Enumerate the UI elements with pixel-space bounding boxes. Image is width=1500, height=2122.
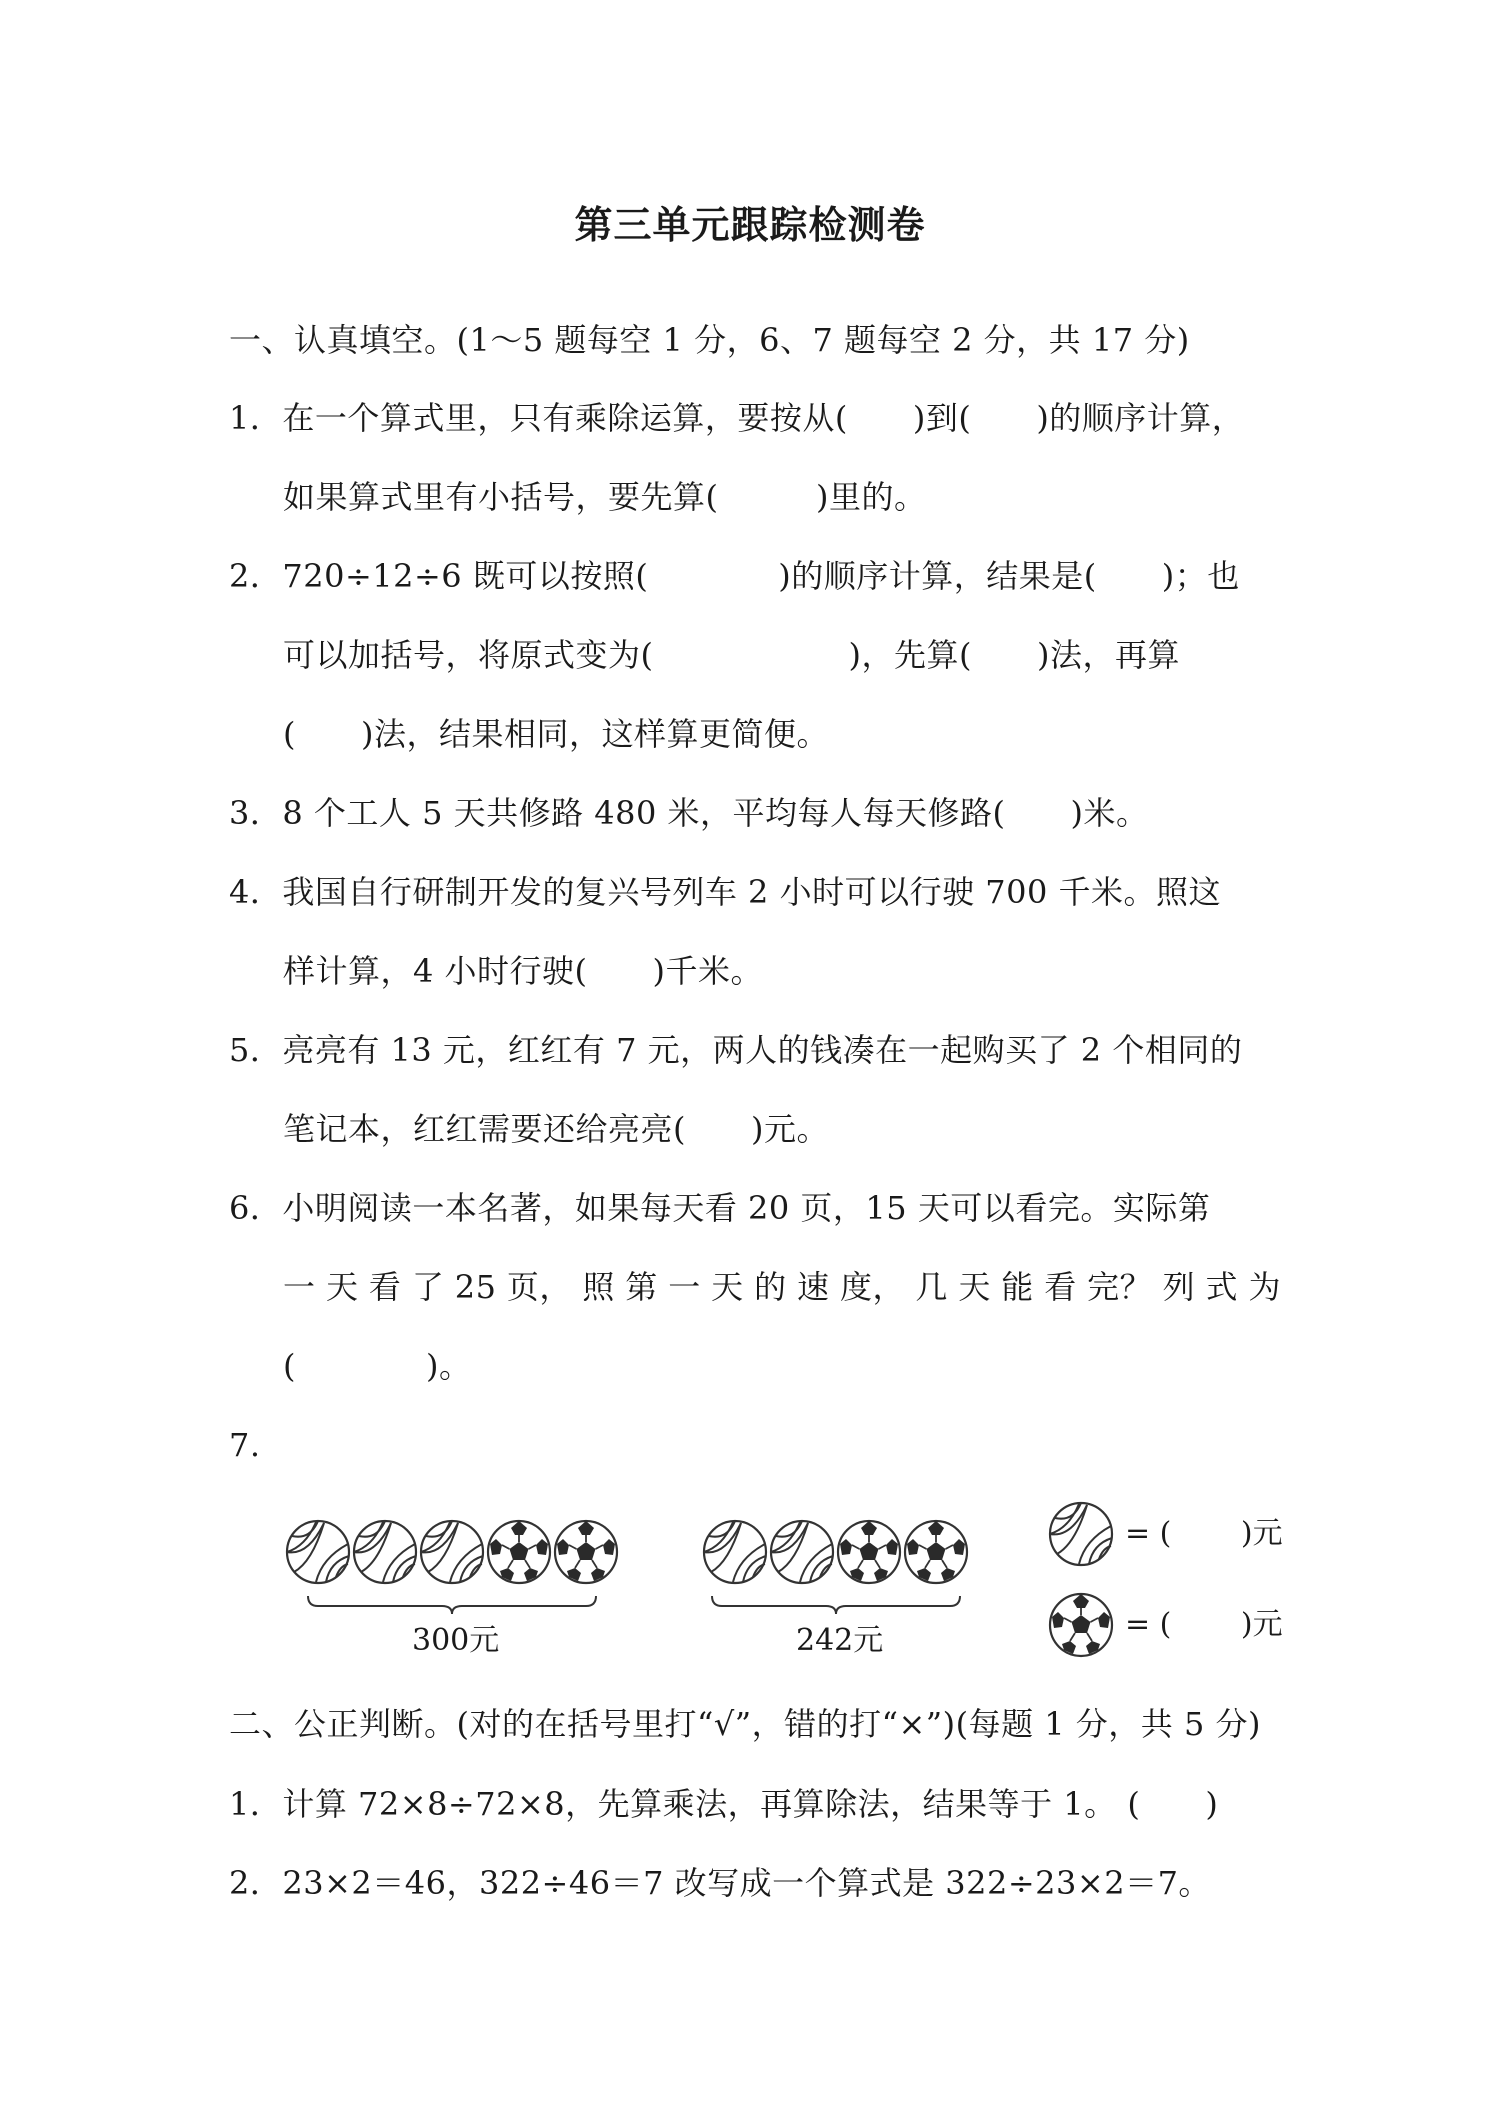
judgment-question-2: 2．23×2＝46，322÷46＝7 改写成一个算式是 322÷23×2＝7。 xyxy=(229,1864,1211,1902)
judgment-question-1: 1．计算 72×8÷72×8，先算乘法，再算除法，结果等于 1。 ( ) xyxy=(229,1785,1219,1823)
brace-group-1 xyxy=(308,1596,596,1614)
question-6-line-1: 6．小明阅读一本名著，如果每天看 20 页，15 天可以看完。实际第 xyxy=(229,1189,1211,1227)
question-1-line-2: 如果算式里有小括号，要先算( )里的。 xyxy=(283,478,927,516)
soccer-ball-icon xyxy=(838,1521,900,1583)
volleyball-icon xyxy=(421,1521,483,1583)
page-title: 第三单元跟踪检测卷 xyxy=(574,203,926,247)
soccer-ball-price-blank: = ( )元 xyxy=(1125,1607,1283,1642)
section-2-heading: 二、公正判断。(对的在括号里打“√”，错的打“×”)(每题 1 分，共 5 分) xyxy=(229,1705,1261,1743)
soccer-ball-icon xyxy=(488,1521,550,1583)
question-2-line-2: 可以加括号，将原式变为( )，先算( )法，再算 xyxy=(283,636,1180,674)
volleyball-price-blank: = ( )元 xyxy=(1125,1516,1283,1551)
question-5-line-2: 笔记本，红红需要还给亮亮( )元。 xyxy=(283,1110,829,1148)
group-2-price: 242元 xyxy=(796,1623,884,1658)
question-1-line-1: 1．在一个算式里，只有乘除运算，要按从( )到( )的顺序计算， xyxy=(229,399,1245,437)
soccer-ball-icon xyxy=(905,1521,967,1583)
question-6-line-2: 一 天 看 了 25 页， 照 第 一 天 的 速 度， 几 天 能 看 完？ 列 式 为 xyxy=(283,1268,1281,1306)
volleyball-icon xyxy=(287,1521,349,1583)
volleyball-icon xyxy=(354,1521,416,1583)
question-7-number: 7. xyxy=(229,1426,261,1464)
volleyball-answer-icon xyxy=(1050,1503,1112,1565)
group-1-price: 300元 xyxy=(412,1623,500,1658)
section-1-heading: 一、认真填空。(1～5 题每空 1 分，6、7 题每空 2 分，共 17 分) xyxy=(229,321,1190,359)
volleyball-icon xyxy=(704,1521,766,1583)
soccer-ball-icon xyxy=(555,1521,617,1583)
brace-group-2 xyxy=(712,1596,960,1614)
question-4-line-1: 4．我国自行研制开发的复兴号列车 2 小时可以行驶 700 千米。照这 xyxy=(229,873,1221,911)
question-6-line-3: ( )。 xyxy=(283,1347,472,1385)
question-2-line-1: 2．720÷12÷6 既可以按照( )的顺序计算，结果是( )；也 xyxy=(229,557,1240,595)
question-2-line-3: ( )法，结果相同，这样算更简便。 xyxy=(283,715,829,753)
volleyball-icon xyxy=(771,1521,833,1583)
soccer-ball-answer-icon xyxy=(1050,1594,1112,1656)
question-5-line-1: 5．亮亮有 13 元，红红有 7 元，两人的钱凑在一起购买了 2 个相同的 xyxy=(229,1031,1243,1069)
question-3: 3．8 个工人 5 天共修路 480 米，平均每人每天修路( )米。 xyxy=(229,794,1149,832)
question-4-line-2: 样计算，4 小时行驶( )千米。 xyxy=(283,952,764,990)
